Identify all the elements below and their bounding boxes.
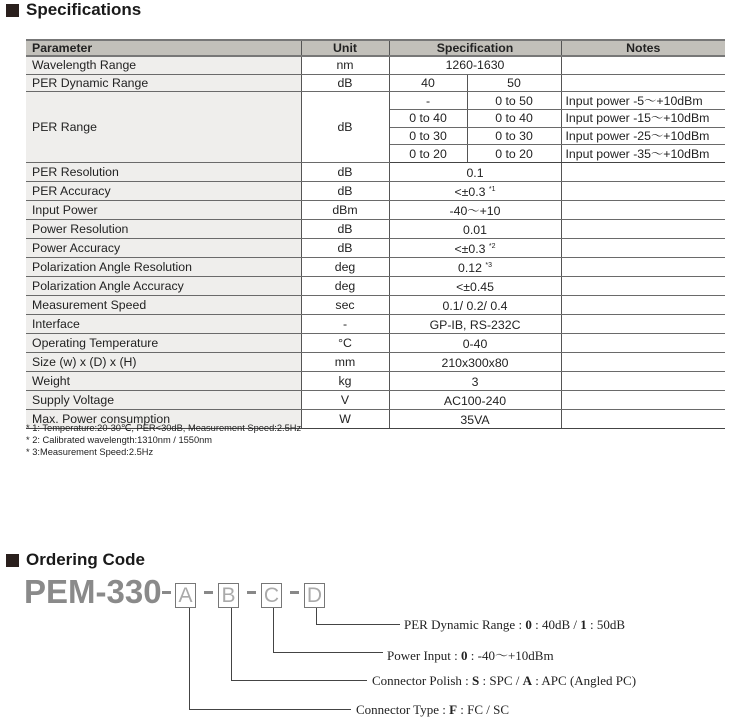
code-slot-a: A: [175, 583, 196, 608]
spec-50-cell: 0 to 30: [467, 127, 561, 145]
spec-40-cell: -: [389, 92, 467, 110]
spec-40-cell: 0 to 40: [389, 110, 467, 128]
specifications-title: Specifications: [26, 0, 142, 19]
legend-text: : 40dB /: [531, 617, 581, 632]
param-cell: Max. Power consumption: [26, 410, 301, 429]
spec-cell: [389, 201, 561, 220]
ordering-code-heading: [6, 550, 145, 570]
notes-cell: [561, 56, 725, 74]
table-row: [26, 334, 725, 353]
notes-cell: [561, 372, 725, 391]
unit-cell: dB: [301, 74, 389, 92]
notes-cell: [561, 353, 725, 372]
header-notes: Notes: [561, 40, 725, 56]
code-dash: [162, 591, 171, 594]
spec-value: 0.1/ 0.2/ 0.4: [442, 299, 508, 314]
unit-cell: deg: [301, 258, 389, 277]
spec-value: AC100-240: [443, 394, 507, 409]
legend-label: Connector Polish :: [372, 673, 473, 688]
notes-cell: [561, 315, 725, 334]
spec-value: -40～+10: [449, 204, 501, 219]
connector-line-b: [231, 680, 367, 681]
legend-text: : 50dB: [586, 617, 626, 632]
legend-text: : FC / SC: [457, 702, 510, 717]
notes-cell: [561, 410, 725, 429]
spec-cell: [389, 372, 561, 391]
unit-cell: dB: [301, 239, 389, 258]
legend-code: F: [449, 702, 458, 717]
unit-cell: dB: [301, 182, 389, 201]
code-dash: [247, 591, 256, 594]
table-row: [26, 258, 725, 277]
footnote-3: * 3:Measurement Speed:2.5Hz: [26, 447, 154, 457]
code-slot-d: D: [304, 583, 325, 608]
footnote-ref: *3: [485, 262, 492, 270]
connector-line-c: [273, 608, 274, 653]
unit-cell: mm: [301, 353, 389, 372]
unit-cell: W: [301, 410, 389, 429]
param-cell: PER Dynamic Range: [26, 74, 301, 92]
spec-cell: [389, 277, 561, 296]
notes-cell: [561, 258, 725, 277]
spec-value: GP-IB, RS-232C: [429, 318, 521, 333]
specifications-heading: [6, 0, 141, 20]
spec-value: 35VA: [460, 413, 490, 428]
code-slot-b: B: [218, 583, 239, 608]
notes-cell: [561, 74, 725, 92]
param-cell: PER Range: [26, 92, 301, 163]
notes-cell: [561, 296, 725, 315]
param-cell: Wavelength Range: [26, 56, 301, 74]
param-cell: Size (w) x (D) x (H): [26, 353, 301, 372]
param-cell: Power Resolution: [26, 220, 301, 239]
table-row: [26, 56, 725, 74]
header-parameter: Parameter: [26, 40, 301, 56]
legend-text: : APC (Angled PC): [532, 673, 637, 688]
spec-cell: [389, 163, 561, 182]
spec-50-cell: 0 to 40: [467, 110, 561, 128]
legend-label: Connector Type :: [356, 702, 450, 717]
legend-d: [404, 617, 625, 633]
table-row: [26, 220, 725, 239]
spec-50-cell: 0 to 20: [467, 145, 561, 163]
notes-cell: [561, 334, 725, 353]
legend-code: 1: [580, 617, 587, 632]
table-row: [26, 239, 725, 258]
heading-square-icon: [6, 554, 19, 567]
param-cell: PER Accuracy: [26, 182, 301, 201]
legend-text: : -40～+10dBm: [467, 648, 554, 663]
notes-cell: [561, 220, 725, 239]
notes-cell: Input power -35～+10dBm: [561, 145, 725, 163]
unit-cell: dBm: [301, 201, 389, 220]
spec-cell: [389, 353, 561, 372]
connector-line-c: [273, 652, 383, 653]
table-row: [26, 296, 725, 315]
notes-cell: Input power -15～+10dBm: [561, 110, 725, 128]
spec-value: 210x300x80: [441, 356, 509, 371]
code-slot-c: C: [261, 583, 282, 608]
header-unit: Unit: [301, 40, 389, 56]
table-row: [26, 182, 725, 201]
spec-cell: [389, 410, 561, 429]
param-cell: Interface: [26, 315, 301, 334]
footnote-ref: *1: [488, 186, 496, 194]
notes-cell: Input power -25～+10dBm: [561, 127, 725, 145]
spec-value: 0.01: [463, 223, 487, 238]
heading-square-icon: [6, 4, 19, 17]
spec-cell: [389, 334, 561, 353]
unit-cell: dB: [301, 163, 389, 182]
param-cell: Measurement Speed: [26, 296, 301, 315]
table-row: [26, 163, 725, 182]
param-cell: Input Power: [26, 201, 301, 220]
param-cell: Polarization Angle Accuracy: [26, 277, 301, 296]
unit-cell: V: [301, 391, 389, 410]
notes-cell: [561, 163, 725, 182]
table-row: [26, 372, 725, 391]
unit-cell: deg: [301, 277, 389, 296]
footnote-2: * 2: Calibrated wavelength:1310nm / 1550nm: [26, 435, 213, 445]
param-cell: Supply Voltage: [26, 391, 301, 410]
param-cell: Weight: [26, 372, 301, 391]
spec-cell: [389, 315, 561, 334]
code-dash: [290, 591, 299, 594]
spec-value: <±0.3: [454, 185, 486, 200]
spec-50-cell: 50: [467, 74, 561, 92]
legend-code: 0: [461, 648, 468, 663]
table-row: [26, 277, 725, 296]
legend-text: : SPC /: [479, 673, 523, 688]
connector-line-b: [231, 608, 232, 681]
table-row: [26, 92, 725, 110]
footnotes: [26, 422, 301, 458]
legend-label: PER Dynamic Range :: [404, 617, 526, 632]
unit-cell: dB: [301, 92, 389, 163]
spec-40-cell: 0 to 30: [389, 127, 467, 145]
specifications-table: [26, 39, 725, 429]
notes-cell: [561, 277, 725, 296]
spec-cell: [389, 391, 561, 410]
unit-cell: dB: [301, 220, 389, 239]
spec-cell: [389, 296, 561, 315]
spec-value: <±0.45: [456, 280, 494, 295]
unit-cell: sec: [301, 296, 389, 315]
model-code: PEM-330: [24, 573, 162, 610]
notes-cell: [561, 182, 725, 201]
spec-cell: [389, 239, 561, 258]
notes-cell: Input power -5～+10dBm: [561, 92, 725, 110]
ordering-code-title: Ordering Code: [26, 550, 146, 569]
legend-a: [356, 702, 509, 718]
notes-cell: [561, 391, 725, 410]
legend-c: [387, 645, 554, 664]
code-dash: [204, 591, 213, 594]
legend-label: Power Input :: [387, 648, 462, 663]
notes-cell: [561, 239, 725, 258]
table-row: [26, 315, 725, 334]
spec-40-cell: 0 to 20: [389, 145, 467, 163]
spec-40-cell: 40: [389, 74, 467, 92]
connector-line-d: [316, 608, 317, 625]
notes-cell: [561, 201, 725, 220]
connector-line-a: [189, 608, 190, 710]
connector-line-d: [316, 624, 400, 625]
table-row: [26, 391, 725, 410]
spec-cell: [389, 258, 561, 277]
legend-code: S: [472, 673, 480, 688]
spec-value: 0-40: [462, 337, 488, 352]
unit-cell: °C: [301, 334, 389, 353]
table-header-row: [26, 40, 725, 56]
legend-b: [372, 673, 636, 689]
spec-value: 0.12: [458, 261, 482, 276]
spec-value: <±0.3: [454, 242, 486, 257]
legend-code: A: [522, 673, 533, 688]
param-cell: Polarization Angle Resolution: [26, 258, 301, 277]
unit-cell: kg: [301, 372, 389, 391]
unit-cell: -: [301, 315, 389, 334]
table-row: [26, 353, 725, 372]
spec-value: 3: [471, 375, 479, 390]
legend-code: 0: [525, 617, 532, 632]
spec-cell: 1260-1630: [389, 56, 561, 74]
connector-line-a: [189, 709, 351, 710]
spec-value: 0.1: [466, 166, 484, 181]
param-cell: Power Accuracy: [26, 239, 301, 258]
spec-cell: [389, 220, 561, 239]
spec-cell: [389, 182, 561, 201]
table-row: [26, 74, 725, 92]
footnote-ref: *2: [488, 243, 496, 251]
spec-50-cell: 0 to 50: [467, 92, 561, 110]
footnote-1: * 1: Temperature:20-30℃, PER<30dB, Measurement Speed:2.5Hz: [26, 423, 302, 433]
table-row: [26, 201, 725, 220]
unit-cell: nm: [301, 56, 389, 74]
param-cell: Operating Temperature: [26, 334, 301, 353]
header-specification: Specification: [389, 40, 561, 56]
param-cell: PER Resolution: [26, 163, 301, 182]
